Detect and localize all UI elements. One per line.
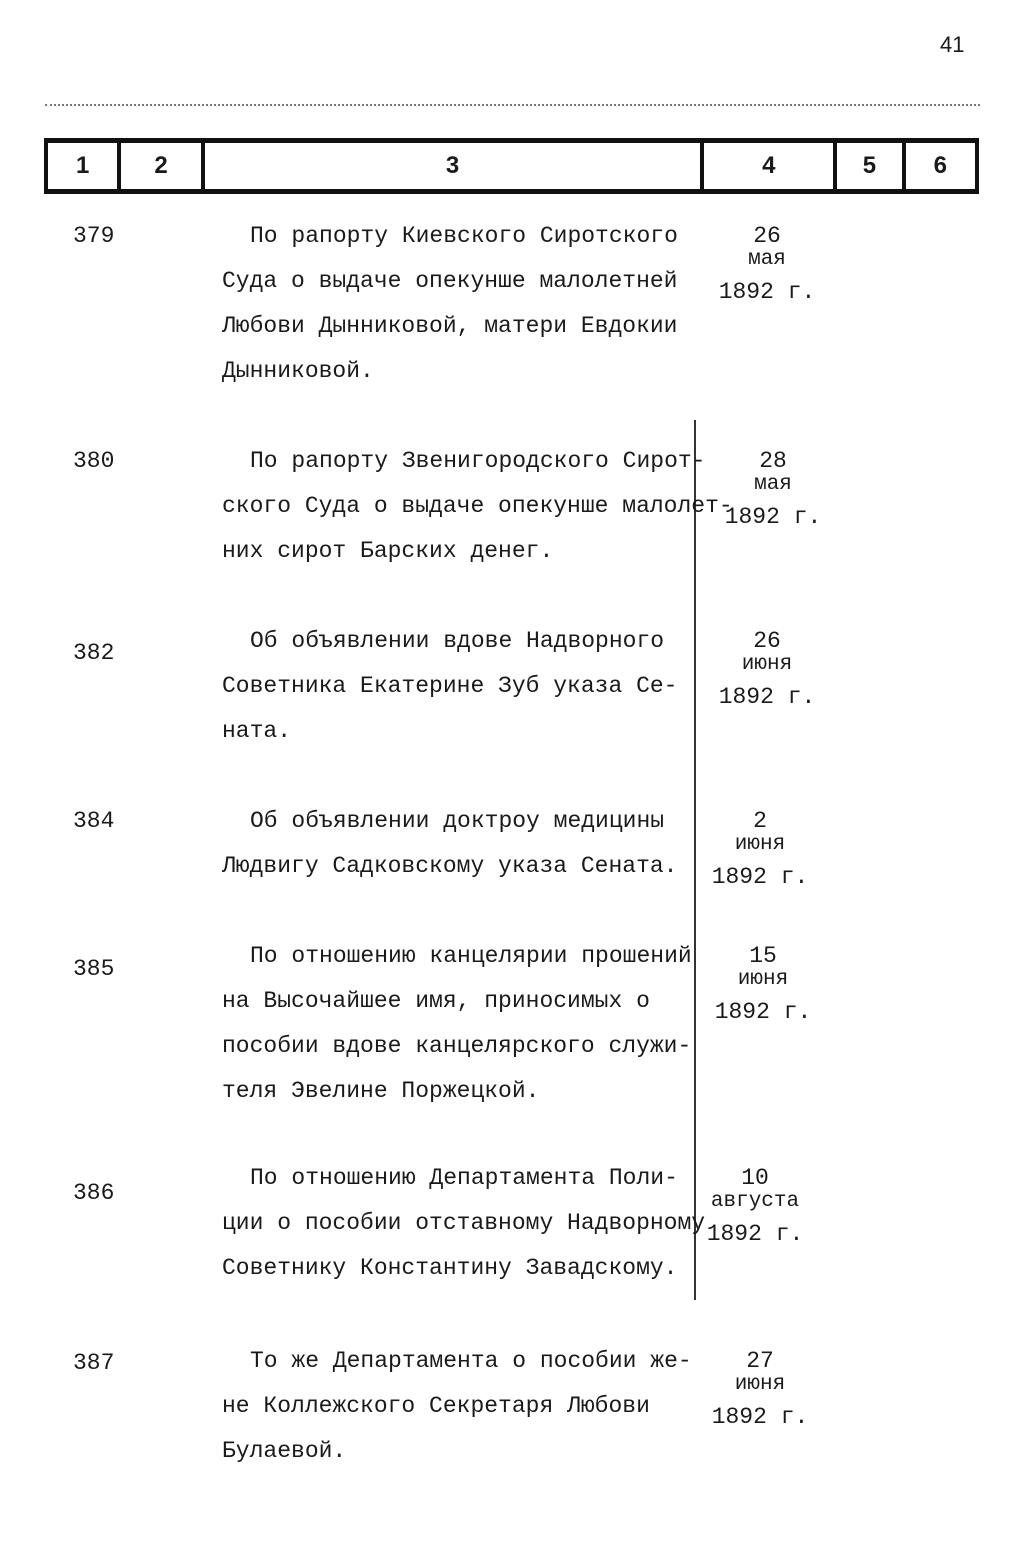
entry-date <box>700 1166 810 1246</box>
column-divider <box>694 420 696 1300</box>
entry-date <box>705 809 815 889</box>
entry-text-line: Об объявлении доктроу медицины <box>250 808 665 834</box>
entry-year: 1892 г. <box>724 504 822 530</box>
entry-year: 1892 г. <box>711 864 809 890</box>
entry-text-line: По рапорту Звенигородского Сирот- <box>250 448 706 474</box>
entry-day: 27 <box>746 1348 774 1374</box>
entry-year: 1892 г. <box>718 279 816 305</box>
entry-month: июня <box>741 653 793 676</box>
entry-text-line: По отношению Департамента Поли- <box>250 1165 678 1191</box>
entry-month: июня <box>734 833 786 856</box>
entry-date <box>708 944 818 1024</box>
entry-text-line: Булаевой. <box>222 1438 347 1464</box>
entry-month: августа <box>710 1190 800 1213</box>
entry-text-line: Об объявлении вдове Надворного <box>250 628 665 654</box>
entry-year: 1892 г. <box>711 1404 809 1430</box>
entry-day: 26 <box>753 223 781 249</box>
entry-number: 387 <box>73 1350 115 1376</box>
entry-number: 380 <box>73 448 115 474</box>
entry-date <box>718 449 828 529</box>
entry-text-line: Советника Екатерине Зуб указа Се- <box>222 673 678 699</box>
entry-day: 26 <box>753 628 781 654</box>
entry-year: 1892 г. <box>714 999 812 1025</box>
entry-text-line: Советнику Константину Завадскому. <box>222 1255 678 1281</box>
entry-month: июня <box>734 1373 786 1396</box>
header-col-6: 6 <box>902 143 979 189</box>
header-col-2: 2 <box>117 143 200 189</box>
entry-text-line: По отношению канцелярии прошений <box>250 943 692 969</box>
table-header <box>44 138 979 194</box>
entry-text-line: теля Эвелине Поржецкой. <box>222 1078 540 1104</box>
entry-day: 2 <box>753 808 767 834</box>
header-col-5: 5 <box>833 143 901 189</box>
entry-text-line: То же Департамента о пособии же- <box>250 1348 692 1374</box>
entry-text-line: Суда о выдаче опекунше малолетней <box>222 268 678 294</box>
entry-month: мая <box>748 248 786 271</box>
page-number: 41 <box>940 32 965 57</box>
entry-text-line: ции о пособии отставному Надворному <box>222 1210 706 1236</box>
entry-date <box>712 629 822 709</box>
entry-number: 379 <box>73 223 115 249</box>
entry-day: 10 <box>741 1165 769 1191</box>
entry-text-line: них сирот Барских денег. <box>222 538 554 564</box>
entry-date <box>705 1349 815 1429</box>
entry-text-line: ского Суда о выдаче опекунше малолет- <box>222 493 733 519</box>
entry-text-line: Людвигу Садковскому указа Сената. <box>222 853 678 879</box>
entry-day: 15 <box>749 943 777 969</box>
entry-text-line: не Коллежского Секретаря Любови <box>222 1393 650 1419</box>
entry-year: 1892 г. <box>706 1221 804 1247</box>
dotted-divider <box>45 104 980 106</box>
entry-text-line: на Высочайшее имя, приносимых о <box>222 988 650 1014</box>
header-col-3: 3 <box>201 143 701 189</box>
header-col-4: 4 <box>700 143 833 189</box>
entry-text-line: Дынниковой. <box>222 358 374 384</box>
entry-text-line: ната. <box>222 718 292 744</box>
entry-date <box>712 224 822 304</box>
entry-number: 382 <box>73 640 115 666</box>
entry-year: 1892 г. <box>718 684 816 710</box>
entry-month: мая <box>754 473 792 496</box>
entry-text-line: пособии вдове канцелярского служи- <box>222 1033 692 1059</box>
entry-number: 384 <box>73 808 115 834</box>
entry-text-line: Любови Дынниковой, матери Евдокии <box>222 313 678 339</box>
header-col-1: 1 <box>44 143 117 189</box>
entry-month: июня <box>737 968 789 991</box>
entry-day: 28 <box>759 448 787 474</box>
entry-text-line: По рапорту Киевского Сиротского <box>250 223 678 249</box>
entry-number: 386 <box>73 1180 115 1206</box>
entry-number: 385 <box>73 956 115 982</box>
